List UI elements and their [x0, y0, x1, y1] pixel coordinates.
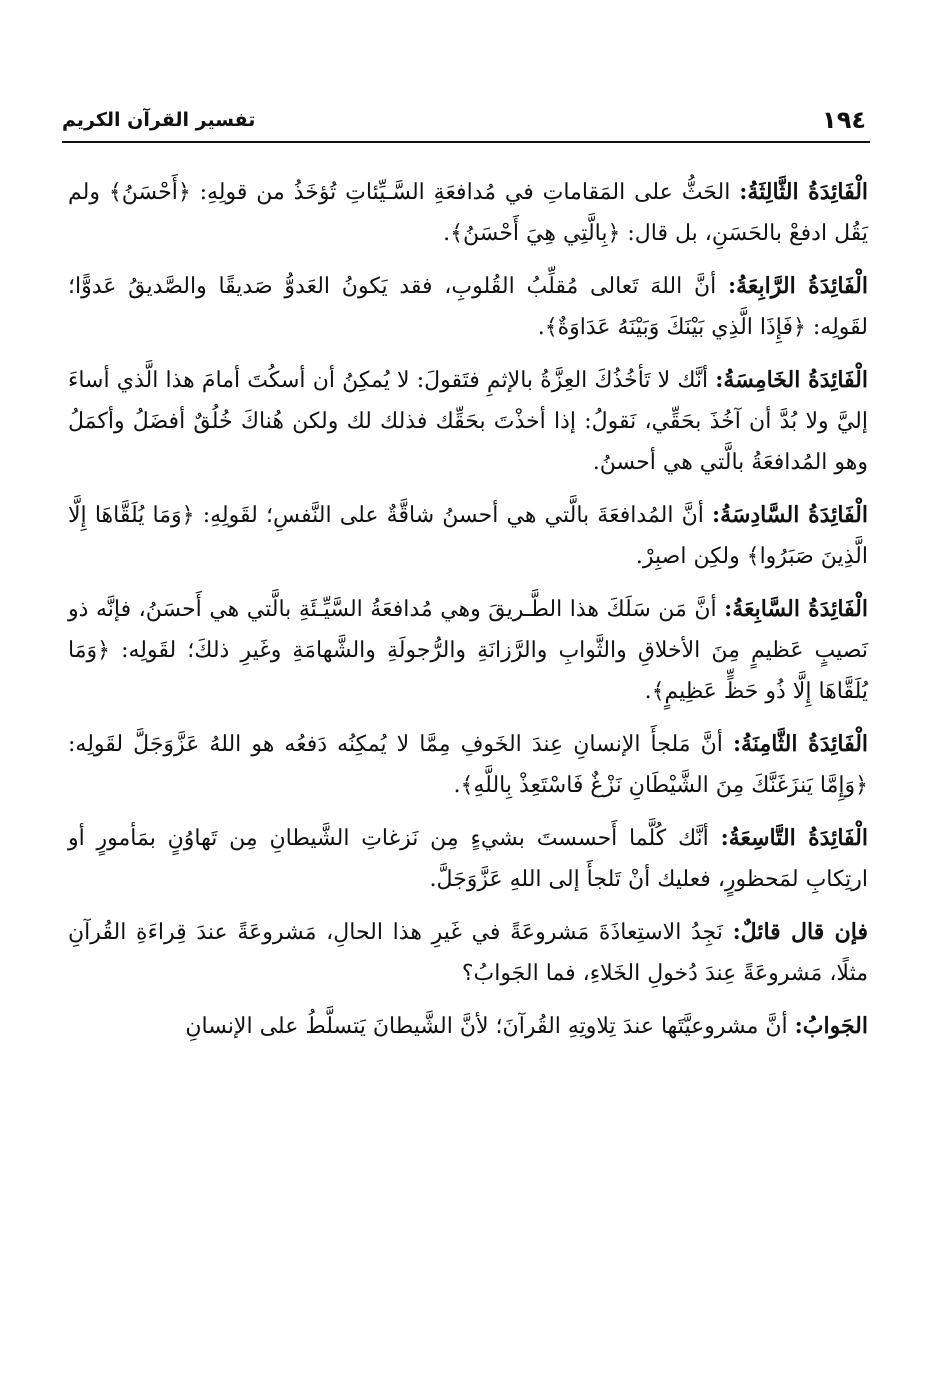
- paragraph-text: أنَّك كُلَّما أَحسستَ بشيءٍ مِن نَزغاتِ الشَّيطانِ مِن تَهاوُنٍ بمَأمورٍ أو ارتِكابِ لمَحظورٍ، فعليك أنْ تَلجأَ إلى اللهِ عَزَّوَجَلَّ.: [68, 826, 868, 892]
- paragraph-lead: فإن قال قائلٌ:: [732, 919, 868, 945]
- paragraph-benefit-9: [68, 818, 868, 900]
- body-text: [68, 172, 868, 1059]
- paragraph-benefit-5: [68, 360, 868, 483]
- paragraph-lead: الْفَائِدَةُ السَّابِعَةُ:: [724, 596, 868, 622]
- paragraph-benefit-3: [68, 172, 868, 254]
- paragraph-lead: الْفَائِدَةُ السَّادِسَةُ:: [712, 502, 868, 528]
- paragraph-text: أنَّ مَلجأَ الإنسانِ عِندَ الخَوفِ مِمَّا لا يُمكِنُه دَفعُه هو اللهُ عَزَّوَجَلَّ لقَولِه: ﴿وَإِمَّا يَنزَغَنَّكَ مِنَ الشَّيْطَانِ نَزْغٌ فَاسْتَعِذْ بِاللَّهِ﴾.: [68, 732, 868, 798]
- paragraph-lead: الْفَائِدَةُ الخَامِسَةُ:: [715, 367, 868, 393]
- paragraph-text: أنَّك لا تَأخُذُكَ العِزَّةُ بالإثمِ فتَقولَ: لا يُمكِنُ أن أسكُتَ أمامَ هذا الَّذي أساءَ إليَّ ولا بُدَّ أن آخُذَ بحَقِّي، نَقولُ: إذا أخذْتَ بحَقِّك فذلك لك ولكن هُناكَ خُلُقٌ أفضَلُ وأكمَلُ وهو المُدافعَةُ بالَّتي هي أحسنُ.: [68, 368, 868, 475]
- paragraph-question: [68, 912, 868, 994]
- paragraph-lead: الْفَائِدَةُ الثَّامِنَةُ:: [732, 731, 869, 757]
- paragraph-benefit-6: [68, 495, 868, 577]
- paragraph-lead: الْفَائِدَةُ الرَّابِعَةُ:: [728, 273, 868, 299]
- paragraph-benefit-8: [68, 724, 868, 806]
- paragraph-benefit-7: [68, 589, 868, 712]
- page-header: [62, 106, 866, 140]
- header-rule: [62, 141, 870, 143]
- paragraph-text: أنَّ المُدافعَةَ بالَّتي هي أحسنُ شاقَّةٌ على النَّفسِ؛ لقَولِهِ: ﴿وَمَا يُلَقَّاهَا إِلَّا الَّذِينَ صَبَرُوا﴾ ولكِن اصبِرْ.: [68, 503, 868, 569]
- paragraph-lead: الْفَائِدَةُ الثَّالِثَةُ:: [739, 179, 869, 205]
- paragraph-text: أنَّ مشروعيَّتَها عندَ تِلاوتِهِ القُرآنَ؛ لأنَّ الشَّيطانَ يَتسلَّطُ على الإنسانِ: [185, 1014, 795, 1039]
- paragraph-text: أنَّ مَن سَلَكَ هذا الطَّـريقَ وهي مُدافعَةُ السَّيِّـئَةِ بالَّتي هي أَحسَنُ، فإنَّه ذو نَصيبٍ عَظيمٍ مِنَ الأخلاقِ والثَّوابِ والرَّزانَةِ والرُّجولَةِ والشَّهامَةِ وغَيرِ ذلكَ؛ لقَولِه: ﴿وَمَا يُلَقَّاهَا إِلَّا ذُو حَظٍّ عَظِيمٍ﴾.: [68, 597, 868, 704]
- paragraph-text: الحَثُّ على المَقاماتِ في مُدافعَةِ السَّـيِّئاتِ تُؤخَذُ من قولِهِ: ﴿أَحْسَنُ﴾ ولم يَقُل ادفعْ بالحَسَنِ، بل قال: ﴿بِالَّتِي هِيَ أَحْسَنُ﴾.: [68, 180, 868, 246]
- paragraph-answer: [68, 1006, 868, 1047]
- running-title: تفسير القرآن الكريم: [62, 109, 256, 131]
- paragraph-benefit-4: [68, 266, 868, 348]
- paragraph-lead: الْفَائِدَةُ التَّاسِعَةُ:: [720, 825, 868, 851]
- page-number: ١٩٤: [822, 106, 866, 134]
- paragraph-text: أنَّ اللهَ تَعالى مُقلِّبُ القُلوبِ، فقد يَكونُ العَدوُّ صَديقًا والصَّديقُ عَدوًّا؛ لقَولِه: ﴿فَإِذَا الَّذِي بَيْنَكَ وَبَيْنَهُ عَدَاوَةٌ﴾.: [68, 274, 868, 340]
- paragraph-lead: الجَوابُ:: [794, 1013, 868, 1039]
- paragraph-text: نَجِدُ الاستِعاذَةَ مَشروعَةً في غَيرِ هذا الحالِ، مَشروعَةً عندَ قِراءَةِ القُرآنِ مثلًا، مَشروعَةً عِندَ دُخولِ الخَلاءِ، فما الجَوابُ؟: [68, 920, 868, 986]
